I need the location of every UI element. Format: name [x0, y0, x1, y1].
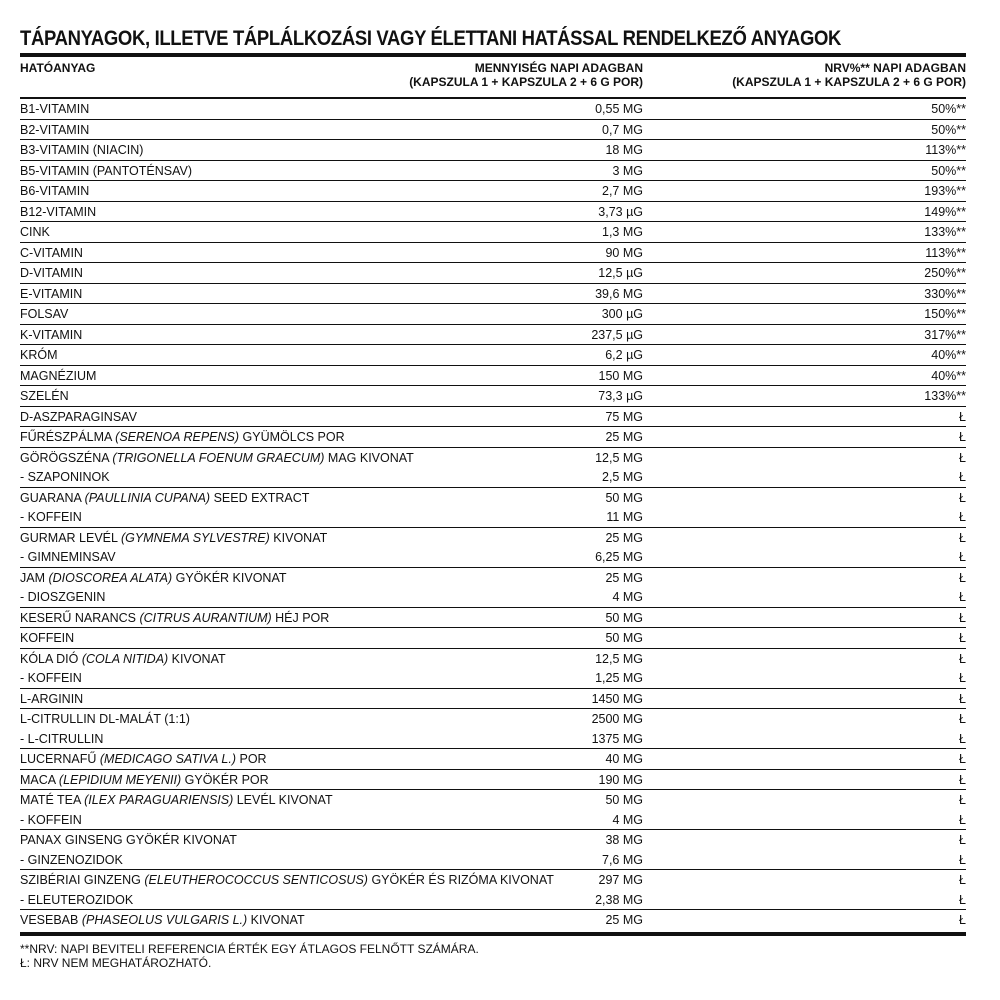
table-row [20, 140, 966, 161]
row-line [20, 263, 966, 283]
nrv-value: Ł [959, 590, 966, 604]
table-row [20, 222, 966, 243]
table-row [20, 568, 966, 608]
nrv-value: Ł [959, 772, 966, 787]
table-row [20, 325, 966, 346]
amount-value: 73,3 µG [598, 389, 643, 403]
ingredient-label: FOLSAV [20, 307, 69, 321]
latin-name: (MEDICAGO SATIVA L.) [99, 752, 237, 766]
ingredient-label: LUCERNAFŰ [20, 752, 100, 766]
nrv-value: Ł [959, 731, 966, 746]
nrv-value: 133%** [924, 389, 966, 403]
row-line [20, 790, 966, 810]
table-row [20, 181, 966, 202]
latin-name: (CITRUS AURANTIUM) [139, 610, 272, 625]
ingredient-label: FŰRÉSZPÁLMA [20, 430, 116, 444]
row-line [20, 161, 966, 181]
ingredient-name [20, 407, 552, 427]
table-header [20, 57, 966, 99]
table-row [20, 345, 966, 366]
row-line [20, 325, 966, 345]
nrv-value: Ł [959, 873, 966, 887]
ingredient-label: - SZAPONINOK [20, 470, 110, 484]
ingredient-label: PANAX GINSENG GYÖKÉR KIVONAT [20, 833, 237, 847]
amount-value: 4 MG [612, 590, 643, 604]
ingredient-label: KOFFEIN [20, 631, 75, 645]
amount-value: 75 MG [605, 409, 643, 424]
nrv-value: Ł [959, 913, 966, 927]
row-line [20, 749, 966, 769]
footnote-nrv: **NRV: NAPI BEVITELI REFERENCIA ÉRTÉK EGY ÁTLAGOS FELNŐTT SZÁMÁRA. [20, 941, 479, 956]
amount-value: 3 MG [612, 163, 643, 178]
amount-value: 2500 MG [591, 712, 643, 726]
table-row [20, 120, 966, 141]
latin-name: (SERENOA REPENS) [115, 430, 240, 444]
ingredient-name [20, 568, 552, 588]
ingredient-name [20, 790, 552, 810]
amount-value: 1,3 MG [602, 225, 643, 239]
ingredient-name [20, 202, 552, 222]
ingredient-label: - GINZENOZIDOK [20, 852, 123, 867]
amount-value: 150 MG [598, 368, 643, 383]
nrv-value: Ł [959, 470, 966, 484]
ingredient-label: - KOFFEIN [20, 812, 82, 827]
table-row [20, 448, 966, 488]
panel-title: TÁPANYAGOK, ILLETVE TÁPLÁLKOZÁSI VAGY ÉLETTANI HATÁSSAL RENDELKEZŐ ANYAGOK [20, 26, 842, 50]
header-amount [409, 57, 643, 97]
ingredient-name [20, 448, 552, 468]
row-line [20, 284, 966, 304]
row-line [20, 608, 966, 628]
ingredient-name [20, 689, 552, 709]
nrv-value: 150%** [924, 307, 966, 321]
ingredient-label: JAM [20, 570, 49, 585]
amount-value: 2,7 MG [602, 184, 643, 198]
ingredient-suffix: MAG KIVONAT [324, 450, 414, 465]
ingredient-label: - ELEUTEROZIDOK [20, 892, 134, 907]
ingredient-name [20, 99, 552, 119]
nrv-value: Ł [959, 712, 966, 726]
amount-value: 18 MG [605, 143, 643, 157]
row-subline [20, 547, 966, 567]
ingredient-name [20, 222, 552, 242]
amount-value: 1375 MG [591, 731, 643, 746]
ingredient-label: D-VITAMIN [20, 266, 83, 280]
nrv-value: Ł [959, 812, 966, 827]
ingredient-name [20, 830, 552, 850]
ingredient-label: C-VITAMIN [20, 245, 83, 260]
ingredient-name [20, 729, 552, 749]
ingredient-name [20, 263, 552, 283]
ingredient-label: - GIMNEMINSAV [20, 550, 116, 564]
nrv-value: Ł [959, 450, 966, 465]
ingredient-suffix: GYÖKÉR POR [181, 772, 269, 787]
ingredient-label: B5-VITAMIN (PANTOTÉNSAV) [20, 163, 193, 178]
ingredient-label: L-CITRULLIN DL-MALÁT (1:1) [20, 712, 190, 726]
row-line [20, 448, 966, 468]
ingredient-suffix: GYÖKÉR KIVONAT [172, 570, 287, 585]
ingredient-label: B3-VITAMIN (NIACIN) [20, 143, 144, 157]
ingredient-name [20, 749, 552, 769]
table-row [20, 284, 966, 305]
nrv-value: Ł [959, 671, 966, 685]
row-subline [20, 890, 966, 910]
table-row [20, 709, 966, 749]
nrv-value: Ł [959, 651, 966, 666]
table-row [20, 790, 966, 830]
ingredient-name [20, 628, 552, 648]
ingredient-name [20, 488, 552, 508]
amount-value: 6,25 MG [595, 550, 643, 564]
nrv-value: Ł [959, 852, 966, 867]
ingredient-label: - L-CITRULLIN [20, 731, 104, 746]
amount-value: 50 MG [605, 610, 643, 625]
row-line [20, 427, 966, 447]
ingredient-label: GÖRÖGSZÉNA [20, 450, 113, 465]
ingredient-suffix: KIVONAT [247, 913, 305, 927]
nrv-value: 50%** [931, 163, 966, 178]
ingredient-name [20, 467, 552, 487]
ingredient-name [20, 120, 552, 140]
nrv-value: 250%** [924, 266, 966, 280]
row-line [20, 830, 966, 850]
ingredient-label: CINK [20, 225, 50, 239]
row-line [20, 709, 966, 729]
ingredient-name [20, 668, 552, 688]
ingredient-suffix: GYÜMÖLCS POR [239, 430, 345, 444]
nrv-value: 330%** [924, 286, 966, 301]
ingredient-name [20, 870, 552, 890]
ingredient-label: VESEBAB [20, 913, 82, 927]
ingredient-name [20, 910, 552, 930]
ingredient-name [20, 890, 552, 910]
row-line [20, 99, 966, 119]
table-row [20, 770, 966, 791]
amount-value: 25 MG [605, 530, 643, 545]
latin-name: (GYMNEMA SYLVESTRE) [120, 530, 270, 545]
ingredient-label: - KOFFEIN [20, 671, 82, 685]
nrv-value: Ł [959, 490, 966, 505]
nrv-value: Ł [959, 892, 966, 907]
ingredient-suffix: KIVONAT [168, 651, 226, 666]
header-nrv [643, 57, 966, 97]
row-line [20, 528, 966, 548]
table-row [20, 608, 966, 629]
nrv-value: 50%** [931, 102, 966, 116]
nrv-value: 40%** [931, 348, 966, 362]
ingredient-label: - DIOSZGENIN [20, 590, 106, 604]
row-line [20, 345, 966, 365]
amount-value: 12,5 MG [595, 651, 643, 666]
nrv-value: Ł [959, 530, 966, 545]
row-line [20, 568, 966, 588]
nrv-value: Ł [959, 833, 966, 847]
row-line [20, 386, 966, 406]
row-line [20, 407, 966, 427]
nrv-value: 133%** [924, 225, 966, 239]
ingredient-name [20, 587, 552, 607]
latin-name: (ELEUTHEROCOCCUS SENTICOSUS) [144, 873, 368, 887]
row-line [20, 649, 966, 669]
row-line [20, 870, 966, 890]
nrv-value: Ł [959, 550, 966, 564]
amount-value: 190 MG [598, 772, 643, 787]
amount-value: 25 MG [605, 570, 643, 585]
table-row [20, 407, 966, 428]
amount-value: 25 MG [605, 430, 643, 444]
ingredient-label: MAGNÉZIUM [20, 368, 97, 383]
amount-value: 40 MG [605, 752, 643, 766]
amount-value: 0,55 MG [595, 102, 643, 116]
ingredient-label: KÓLA DIÓ [20, 651, 82, 666]
amount-value: 12,5 MG [595, 450, 643, 465]
nrv-value: 40%** [931, 368, 966, 383]
ingredient-label: L-ARGININ [20, 691, 84, 706]
nrv-value: Ł [959, 752, 966, 766]
row-line [20, 222, 966, 242]
bottom-divider [20, 932, 966, 936]
amount-value: 300 µG [601, 307, 643, 321]
ingredient-name [20, 243, 552, 263]
row-line [20, 304, 966, 324]
ingredient-label: SZELÉN [20, 389, 69, 403]
ingredient-name [20, 608, 552, 628]
table-row [20, 488, 966, 528]
ingredient-suffix: KIVONAT [269, 530, 328, 545]
amount-value: 0,7 MG [602, 122, 643, 137]
table-row [20, 649, 966, 689]
ingredient-name [20, 427, 552, 447]
ingredient-name [20, 161, 552, 181]
ingredient-suffix: HÉJ POR [271, 610, 330, 625]
nrv-value: Ł [959, 510, 966, 524]
header-amount-line1: MENNYISÉG NAPI ADAGBAN [474, 61, 643, 75]
amount-value: 237,5 µG [591, 327, 643, 342]
amount-value: 4 MG [612, 812, 643, 827]
table-row [20, 202, 966, 223]
table-row [20, 910, 966, 930]
ingredient-label: SZIBÉRIAI GINZENG [20, 873, 145, 887]
nrv-value: Ł [959, 570, 966, 585]
nrv-value: Ł [959, 691, 966, 706]
table-row [20, 528, 966, 568]
amount-value: 39,6 MG [595, 286, 643, 301]
row-line [20, 243, 966, 263]
nrv-value: 113%** [925, 143, 966, 157]
row-line [20, 181, 966, 201]
table-row [20, 830, 966, 870]
amount-value: 11 MG [606, 510, 643, 524]
table-row [20, 870, 966, 910]
ingredient-name [20, 770, 552, 790]
ingredient-name [20, 304, 552, 324]
ingredient-name [20, 181, 552, 201]
row-subline [20, 507, 966, 527]
nrv-value: 113%** [925, 245, 966, 260]
header-nrv-line1: NRV%** NAPI ADAGBAN [824, 61, 966, 75]
nrv-value: Ł [959, 631, 966, 645]
ingredient-label: MATÉ TEA [20, 793, 85, 807]
amount-value: 38 MG [605, 833, 643, 847]
latin-name: (PAULLINIA CUPANA) [84, 490, 211, 505]
nrv-value: 50%** [931, 122, 966, 137]
latin-name: (TRIGONELLA FOENUM GRAECUM) [112, 450, 325, 465]
ingredient-name [20, 345, 552, 365]
amount-value: 297 MG [598, 873, 643, 887]
ingredient-label: E-VITAMIN [20, 286, 83, 301]
ingredient-name [20, 386, 552, 406]
latin-name: (DIOSCOREA ALATA) [48, 570, 173, 585]
ingredient-name [20, 140, 552, 160]
latin-name: (LEPIDIUM MEYENII) [58, 772, 182, 787]
table-row [20, 386, 966, 407]
row-line [20, 628, 966, 648]
table-body [20, 99, 966, 930]
row-subline [20, 587, 966, 607]
amount-value: 12,5 µG [598, 266, 643, 280]
ingredient-label: B2-VITAMIN [20, 122, 90, 137]
amount-value: 6,2 µG [605, 348, 643, 362]
nrv-value: 149%** [924, 204, 966, 219]
nrv-value: Ł [959, 610, 966, 625]
ingredient-name [20, 547, 552, 567]
table-row [20, 749, 966, 770]
ingredient-label: D-ASZPARAGINSAV [20, 409, 137, 424]
row-subline [20, 810, 966, 830]
ingredient-label: B6-VITAMIN [20, 184, 90, 198]
row-subline [20, 668, 966, 688]
table-row [20, 366, 966, 387]
nrv-value: Ł [959, 430, 966, 444]
ingredient-label: K-VITAMIN [20, 327, 83, 342]
table-row [20, 161, 966, 182]
row-subline [20, 729, 966, 749]
row-line [20, 689, 966, 709]
nutrition-panel [20, 26, 966, 970]
header-amount-line2: (KAPSZULA 1 + KAPSZULA 2 + 6 G POR) [409, 75, 643, 89]
ingredient-name [20, 366, 552, 386]
amount-value: 25 MG [605, 913, 643, 927]
table-row [20, 304, 966, 325]
ingredient-label: KRÓM [20, 348, 58, 362]
table-row [20, 243, 966, 264]
row-line [20, 366, 966, 386]
amount-value: 2,38 MG [595, 892, 643, 907]
amount-value: 90 MG [605, 245, 643, 260]
nrv-value: Ł [959, 793, 966, 807]
ingredient-label: MACA [20, 772, 59, 787]
table-row [20, 628, 966, 649]
latin-name: (COLA NITIDA) [81, 651, 169, 666]
nrv-value: 317%** [924, 327, 966, 342]
header-nrv-line2: (KAPSZULA 1 + KAPSZULA 2 + 6 G POR) [732, 75, 966, 89]
amount-value: 1,25 MG [595, 671, 643, 685]
ingredient-label: B1-VITAMIN [20, 102, 90, 116]
row-line [20, 770, 966, 790]
ingredient-name [20, 284, 552, 304]
ingredient-label: KESERŰ NARANCS [20, 610, 140, 625]
ingredient-label: - KOFFEIN [20, 510, 82, 524]
header-ingredient: HATÓANYAG [20, 61, 96, 75]
ingredient-suffix: POR [236, 752, 267, 766]
footnote-not-determined: Ł: NRV NEM MEGHATÁROZHATÓ. [20, 955, 212, 970]
ingredient-name [20, 325, 552, 345]
nrv-value: Ł [959, 409, 966, 424]
ingredient-suffix: LEVÉL KIVONAT [233, 793, 333, 807]
ingredient-name [20, 810, 552, 830]
ingredient-name [20, 850, 552, 870]
latin-name: (PHASEOLUS VULGARIS L.) [81, 913, 248, 927]
row-line [20, 488, 966, 508]
ingredient-suffix: SEED EXTRACT [210, 490, 310, 505]
ingredient-name [20, 649, 552, 669]
table-row [20, 99, 966, 120]
amount-value: 50 MG [605, 631, 643, 645]
nrv-value: 193%** [924, 184, 966, 198]
ingredient-name [20, 528, 552, 548]
amount-value: 50 MG [605, 490, 643, 505]
ingredient-name [20, 709, 552, 729]
row-subline [20, 850, 966, 870]
ingredient-label: GUARANA [20, 490, 85, 505]
amount-value: 1450 MG [591, 691, 643, 706]
amount-value: 50 MG [605, 793, 643, 807]
amount-value: 7,6 MG [602, 852, 643, 867]
amount-value: 3,73 µG [598, 204, 643, 219]
ingredient-suffix: GYÖKÉR ÉS RIZÓMA KIVONAT [367, 873, 554, 887]
ingredient-name [20, 507, 552, 527]
table-row [20, 689, 966, 710]
row-line [20, 120, 966, 140]
latin-name: (ILEX PARAGUARIENSIS) [84, 793, 234, 807]
table-row [20, 427, 966, 448]
row-subline [20, 467, 966, 487]
ingredient-label: B12-VITAMIN [20, 204, 97, 219]
row-line [20, 202, 966, 222]
row-line [20, 140, 966, 160]
ingredient-label: GURMAR LEVÉL [20, 530, 121, 545]
amount-value: 2,5 MG [602, 470, 643, 484]
row-line [20, 910, 966, 930]
table-row [20, 263, 966, 284]
